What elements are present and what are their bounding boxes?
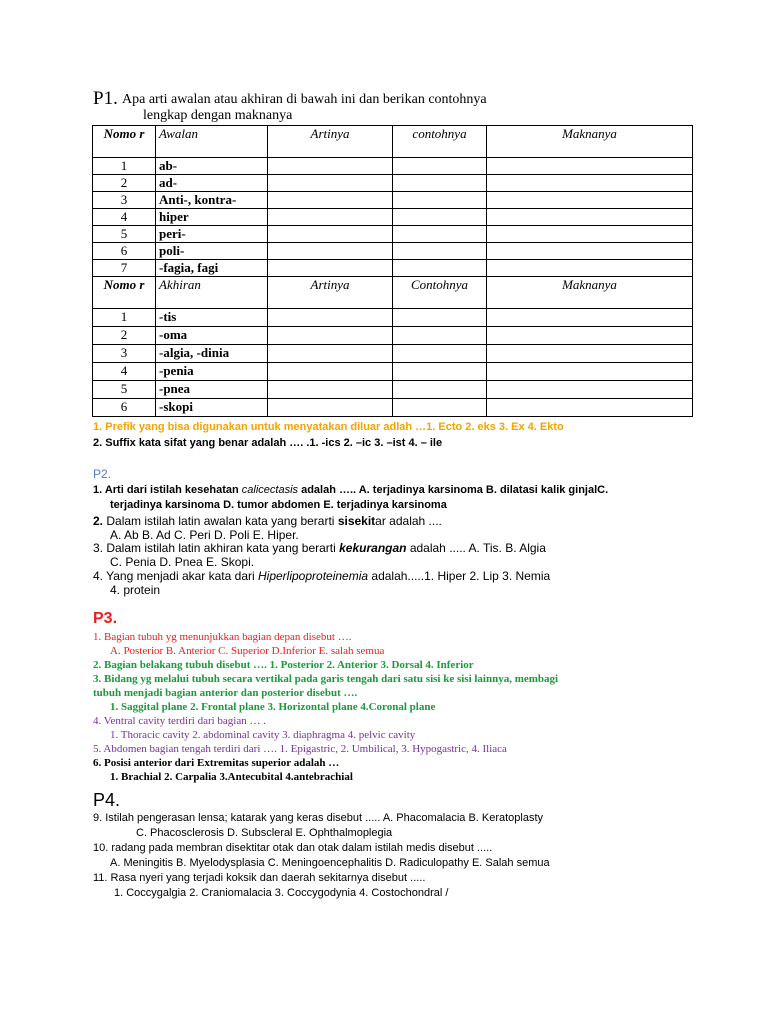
p3-question-4: 4. Ventral cavity terdiri dari bagian … . <box>93 715 266 727</box>
makna-cell[interactable] <box>487 363 693 381</box>
p3-q1-options: A. Posterior B. Anterior C. Superior D.Inferior E. salah semua <box>110 645 385 657</box>
p4-label: P4. <box>93 790 121 810</box>
row-number: 1 <box>93 158 156 175</box>
p1-question-line2: lengkap dengan maknanya <box>143 108 293 123</box>
makna-cell[interactable] <box>487 381 693 399</box>
prefix-row <box>93 243 693 260</box>
artinya-cell[interactable] <box>268 226 393 243</box>
prefix-item: ad- <box>156 175 268 192</box>
prefix-row <box>93 209 693 226</box>
makna-cell[interactable] <box>487 175 693 192</box>
contoh-cell[interactable] <box>393 158 487 175</box>
makna-cell[interactable] <box>487 399 693 417</box>
row-number: 3 <box>93 345 156 363</box>
p3-label: P3. <box>93 610 118 627</box>
contoh-cell[interactable] <box>393 175 487 192</box>
p2-q2-term: sisekit <box>337 514 376 528</box>
prefix-item: hiper <box>156 209 268 226</box>
artinya-cell[interactable] <box>268 192 393 209</box>
contoh-cell[interactable] <box>393 399 487 417</box>
header-item: Awalan <box>156 126 268 158</box>
makna-cell[interactable] <box>487 192 693 209</box>
suffix-row <box>93 345 693 363</box>
p2-q4-text-b: adalah.....1. Hiper 2. Lip 3. Nemia <box>368 569 551 583</box>
p4-question-10: 10. radang pada membran disektitar otak dan otak dalam istilah medis disebut ..... <box>93 842 493 854</box>
p2-q2-options: A. Ab B. Ad C. Peri D. Poli E. Hiper. <box>110 528 299 542</box>
p3-question-2: 2. Bagian belakang tubuh disebut …. 1. Posterior 2. Anterior 3. Dorsal 4. Inferior <box>93 659 474 671</box>
p1-note-1: 1. Prefik yang bisa digunakan untuk menyatakan diluar adlah …1. Ecto 2. eks 3. Ex 4. Ekto <box>93 421 564 433</box>
p4-q10-options: A. Meningitis B. Myelodysplasia C. Meningoencephalitis D. Radiculopathy E. Salah semua <box>110 857 550 869</box>
p4-q9-options: C. Phacosclerosis D. Subscleral E. Ophthalmoplegia <box>136 827 393 839</box>
prefix-row <box>93 260 693 277</box>
p2-question-4 <box>93 569 550 583</box>
suffix-item: -skopi <box>156 399 268 417</box>
prefix-row <box>93 226 693 243</box>
suffix-item: -pnea <box>156 381 268 399</box>
header-contohnya: contohnya <box>393 126 487 158</box>
prefix-item: peri- <box>156 226 268 243</box>
contoh-cell[interactable] <box>393 345 487 363</box>
p2-q2-text-b: ar adalah .... <box>375 514 442 528</box>
p3-q3-options: 1. Saggital plane 2. Frontal plane 3. Horizontal plane 4.Coronal plane <box>110 701 436 713</box>
contoh-cell[interactable] <box>393 260 487 277</box>
artinya-cell[interactable] <box>268 399 393 417</box>
makna-cell[interactable] <box>487 226 693 243</box>
p2-question-1 <box>93 484 608 496</box>
p2-q3-options: C. Penia D. Pnea E. Skopi. <box>110 555 255 569</box>
artinya-cell[interactable] <box>268 345 393 363</box>
prefix-item: ab- <box>156 158 268 175</box>
prefix-item: Anti-, kontra- <box>156 192 268 209</box>
artinya-cell[interactable] <box>268 175 393 192</box>
row-number: 1 <box>93 309 156 327</box>
artinya-cell[interactable] <box>268 381 393 399</box>
row-number: 5 <box>93 226 156 243</box>
p2-question-3 <box>93 541 546 555</box>
header-artinya: Artinya <box>268 277 393 309</box>
suffix-header-row <box>93 277 693 309</box>
p4-q11-options: 1. Coccygalgia 2. Craniomalacia 3. Coccygodynia 4. Costochondral / <box>114 887 449 899</box>
makna-cell[interactable] <box>487 327 693 345</box>
row-number: 2 <box>93 175 156 192</box>
p4-question-11: 11. Rasa nyeri yang terjadi koksik dan daerah sekitarnya disebut ..... <box>93 872 426 884</box>
p3-question-6: 6. Posisi anterior dari Extremitas superior adalah … <box>93 757 340 769</box>
makna-cell[interactable] <box>487 345 693 363</box>
header-maknanya: Maknanya <box>487 277 693 309</box>
row-number: 3 <box>93 192 156 209</box>
p2-q4-term: Hiperlipoproteinemia <box>258 569 369 583</box>
p2-q2-text-a: Dalam istilah latin awalan kata yang berarti <box>103 514 338 528</box>
p3-q4-options: 1. Thoracic cavity 2. abdominal cavity 3. diaphragma 4. pelvic cavity <box>110 729 416 741</box>
contoh-cell[interactable] <box>393 226 487 243</box>
artinya-cell[interactable] <box>268 309 393 327</box>
p3-question-3-line2: tubuh menjadi bagian anterior dan posterior disebut …. <box>93 687 358 699</box>
p3-question-5: 5. Abdomen bagian tengah terdiri dari …. 1. Epigastric, 2. Umbilical, 3. Hypogastric, 4. Iliaca <box>93 743 507 755</box>
p2-q4-text-a: 4. Yang menjadi akar kata dari <box>93 569 258 583</box>
prefix-row <box>93 158 693 175</box>
makna-cell[interactable] <box>487 260 693 277</box>
artinya-cell[interactable] <box>268 327 393 345</box>
p4-question-9: 9. Istilah pengerasan lensa; katarak yang keras disebut ..... A. Phacomalacia B. Keratoplasty <box>93 812 544 824</box>
row-number: 5 <box>93 381 156 399</box>
artinya-cell[interactable] <box>268 243 393 260</box>
makna-cell[interactable] <box>487 209 693 226</box>
p2-q3-text-a: 3. Dalam istilah latin akhiran kata yang berarti <box>93 541 340 555</box>
artinya-cell[interactable] <box>268 363 393 381</box>
contoh-cell[interactable] <box>393 243 487 260</box>
suffix-row <box>93 381 693 399</box>
p1-question-line1: Apa arti awalan atau akhiran di bawah ini dan berikan contohnya <box>122 92 487 107</box>
p2-q1-options: terjadinya karsinoma D. tumor abdomen E. terjadinya karsinoma <box>110 499 447 511</box>
suffix-row <box>93 309 693 327</box>
prefix-suffix-table <box>92 125 693 417</box>
header-maknanya: Maknanya <box>487 126 693 158</box>
prefix-header-row <box>93 126 693 158</box>
header-contohnya: Contohnya <box>393 277 487 309</box>
p2-label: P2. <box>93 467 112 481</box>
contoh-cell[interactable] <box>393 327 487 345</box>
contoh-cell[interactable] <box>393 309 487 327</box>
p3-q6-options: 1. Brachial 2. Carpalia 3.Antecubital 4.antebrachial <box>110 771 353 783</box>
contoh-cell[interactable] <box>393 381 487 399</box>
suffix-item: -algia, -dinia <box>156 345 268 363</box>
row-number: 4 <box>93 363 156 381</box>
row-number: 6 <box>93 399 156 417</box>
prefix-item: poli- <box>156 243 268 260</box>
contoh-cell[interactable] <box>393 363 487 381</box>
contoh-cell[interactable] <box>393 209 487 226</box>
row-number: 7 <box>93 260 156 277</box>
p3-question-3-line1: 3. Bidang yg melalui tubuh secara vertikal pada garis tengah dari satu sisi ke sisi lainnya, membagi <box>93 673 559 685</box>
makna-cell[interactable] <box>487 158 693 175</box>
suffix-row <box>93 399 693 417</box>
makna-cell[interactable] <box>487 309 693 327</box>
prefix-row <box>93 175 693 192</box>
p2-q1-text-a: 1. Arti dari istilah kesehatan <box>93 484 242 496</box>
header-nomor: Nomo r <box>93 126 156 158</box>
contoh-cell[interactable] <box>393 192 487 209</box>
suffix-item: -tis <box>156 309 268 327</box>
suffix-row <box>93 327 693 345</box>
row-number: 2 <box>93 327 156 345</box>
suffix-item: -penia <box>156 363 268 381</box>
suffix-row <box>93 363 693 381</box>
artinya-cell[interactable] <box>268 158 393 175</box>
p2-q1-text-b: adalah ….. A. terjadinya karsinoma B. dilatasi kalik ginjalC. <box>298 484 609 496</box>
header-artinya: Artinya <box>268 126 393 158</box>
prefix-item: -fagia, fagi <box>156 260 268 277</box>
header-item: Akhiran <box>156 277 268 309</box>
row-number: 4 <box>93 209 156 226</box>
p1-note-2: 2. Suffix kata sifat yang benar adalah …. .1. -ics 2. –ic 3. –ist 4. – ile <box>93 437 443 449</box>
p2-q3-term: kekurangan <box>339 541 407 555</box>
p2-q2-num: 2. <box>93 514 104 528</box>
artinya-cell[interactable] <box>268 260 393 277</box>
artinya-cell[interactable] <box>268 209 393 226</box>
p2-q1-term: calicectasis <box>241 484 299 496</box>
makna-cell[interactable] <box>487 243 693 260</box>
prefix-row <box>93 192 693 209</box>
row-number: 6 <box>93 243 156 260</box>
p2-q3-text-b: adalah ..... A. Tis. B. Algia <box>406 541 546 555</box>
header-nomor: Nomo r <box>93 277 156 309</box>
p2-q4-options: 4. protein <box>110 583 161 597</box>
p2-question-2 <box>93 514 442 528</box>
p1-label: P1. <box>93 88 118 109</box>
suffix-item: -oma <box>156 327 268 345</box>
p3-question-1: 1. Bagian tubuh yg menunjukkan bagian depan disebut …. <box>93 631 352 643</box>
